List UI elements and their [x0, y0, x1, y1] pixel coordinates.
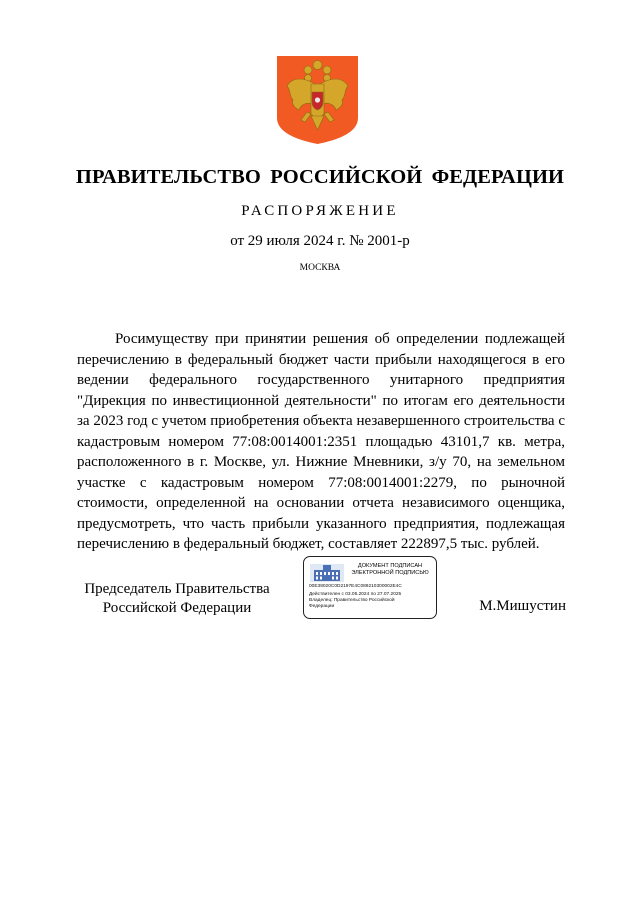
stamp-owner-line2: Федерации — [309, 604, 335, 609]
stamp-owner-line1: Владелец: Правительство Российской — [309, 598, 395, 603]
signatory-position — [77, 580, 277, 618]
signatory-position-line1: Председатель Правительства — [84, 581, 270, 597]
coat-of-arms-emblem-icon — [277, 56, 358, 144]
document-date-number: от 29 июля 2024 г. № 2001-р — [230, 233, 410, 249]
stamp-validity: Действителен с 03.05.2024 по 27.07.2025 — [309, 592, 402, 597]
stamp-title: ДОКУМЕНТ ПОДПИСАН ЭЛЕКТРОННОЙ ПОДПИСЬЮ — [351, 563, 429, 576]
signatory-position-line2: Российской Федерации — [102, 600, 252, 616]
electronic-signature-stamp — [303, 556, 437, 619]
government-building-icon — [310, 564, 344, 582]
document-city: МОСКВА — [299, 263, 341, 273]
signatory-name: М.Мишустин — [479, 598, 566, 614]
stamp-certificate-serial: 00E38020C0D2197E4C089210300002E4C — [309, 584, 402, 589]
government-title: ПРАВИТЕЛЬСТВО РОССИЙСКОЙ ФЕДЕРАЦИИ — [75, 166, 565, 188]
order-paragraph: Росимуществу при принятии решения об определении подлежащей перечислению в федеральный бюджет части прибыли находящегося в его ведении федерального государственного унитарного предприятия "Дирекция по инвестиционной деятельности" по итогам его деятельности за 2023 год с учетом приобретения объекта незавершенного строительства с кадастровым номером 77:08:0014001:2351 площадью 43101,7 кв. метра, расположенного в г. Москве, ул. Нижние Мневники, з/у 70, на земельном участке с кадастровым номером 77:08:0014001:2279, по рыночной стоимости, определенной на основании отчета независимого оценщика, предусмотреть, что часть прибыли указанного предприятия, подлежащая перечислению в федеральный бюджет, составляет 222897,5 тыс. рублей. — [77, 331, 565, 552]
document-type: РАСПОРЯЖЕНИЕ — [241, 203, 399, 219]
